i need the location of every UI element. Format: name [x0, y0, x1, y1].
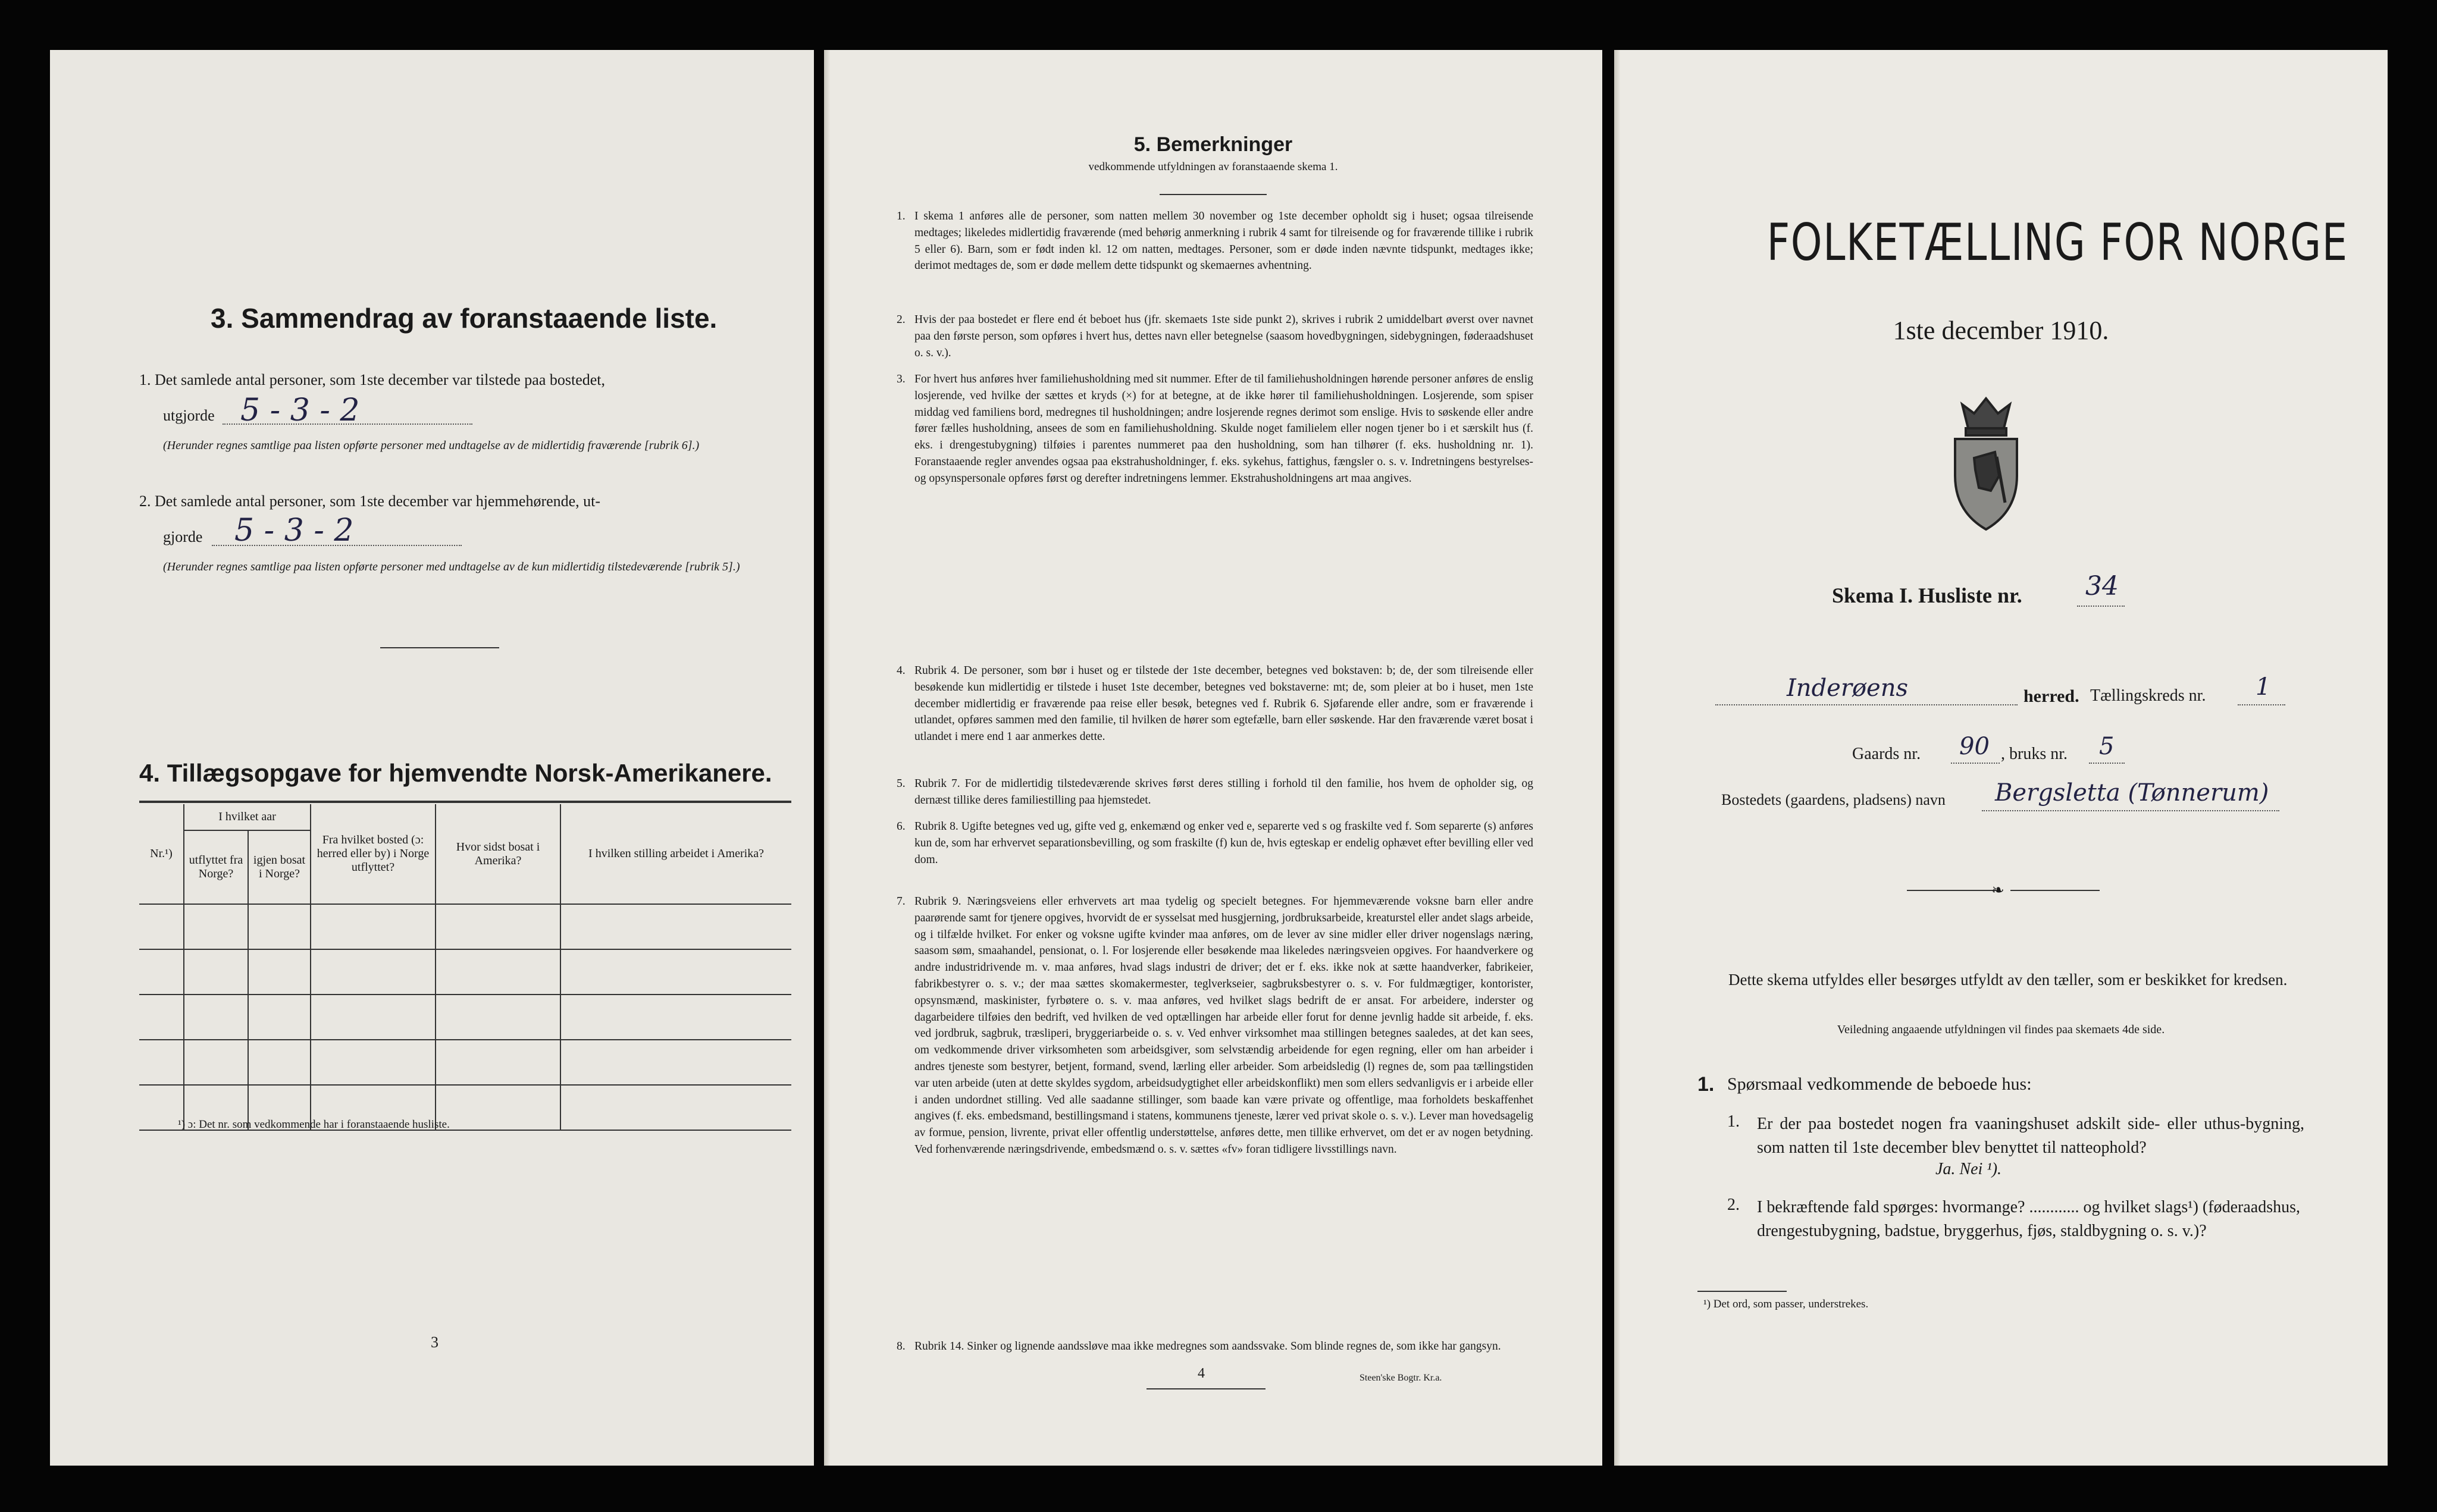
remark-6: 6. Rubrik 8. Ugifte betegnes ved ug, gifte ved g, enkemænd og enker ved e, separerte ved s og fraskilte ved f. Som separerte (s) anføres kun de, som har erhvervet separationsbevilling, og som fraskilte (f) kun de, hvis egteskap er endelig ophævet efter bevilling eller ved dom. [897, 820, 1533, 866]
table-top-rule [139, 801, 791, 803]
col-where: Hvor sidst bosat i Amerika? [436, 804, 560, 904]
remark-2: 2. Hvis der paa bostedet er flere end ét beboet hus (jfr. skemaets 1ste side punkt 2), skrives i rubrik 2 umiddelbart øverst over navnet paa den første person, som opføres i hvert hus, dettes navn eller betegnelse (saasom hovedbygningen, sidebygningen, føderaadshuset o. s. v.). [897, 313, 1533, 359]
col-group-year: I hvilket aar [184, 804, 311, 830]
bosted-value: Bergsletta (Tønnerum) [1995, 779, 2269, 807]
divider [380, 647, 499, 648]
bruks-value: 5 [2099, 733, 2115, 760]
remarks-title: 5. Bemerkninger [1133, 133, 1293, 156]
item1-note: (Herunder regnes samtlige paa listen opførte personer med undtagelse av de midlertidig fraværende [rubrik 6].) [163, 439, 700, 452]
col-returned: igjen bosat i Norge? [248, 830, 311, 904]
remark-4: 4. Rubrik 4. De personer, som bør i huset og er tilstede der 1ste december, betegnes ved bokstaven: b; de, der som tilreisende eller besøkende kun midlertidig er tilstede i huset 1ste december, betegnes ved bokstaverne: mt; de, som pleier at bo i huset, men 1ste december midlertidig er fraværende paa reise eller besøk, betegnes ved f. Rubrik 6. Sjøfarende eller andre, som er fraværende i utlandet, opføres sammen med den familie, til hvilken de hører som egtefælle, barn eller søskende. Har den fraværende været bosat i utlandet i mere end 1 aar anmerkes dette. [897, 664, 1533, 744]
q1-text: Er der paa bostedet nogen fra vaaningshuset adskilt side- eller uthus-bygning, som natten til 1ste december blev benyttet til natteophold? [1757, 1115, 2304, 1157]
q1-answer: Ja. Nei ¹). [1935, 1160, 2002, 1178]
item2-label: gjorde [163, 528, 203, 545]
right-page [1614, 50, 2388, 1466]
col-position: I hvilken stilling arbeidet i Amerika? [560, 804, 791, 904]
table-row [139, 949, 791, 995]
page-number: 3 [431, 1334, 438, 1351]
table-row [139, 904, 791, 949]
item2-value: 5 - 3 - 2 [234, 513, 354, 548]
col-nr: Nr.¹) [139, 804, 184, 904]
instruction-text: Dette skema utfyldes eller besørges utfyldt av den tæller, som er beskikket for kredsen. [1728, 971, 2288, 989]
gaards-label: Gaards nr. [1852, 745, 1921, 763]
remarks-subtitle: vedkommende utfyldningen av foranstaaende skema 1. [1088, 161, 1338, 173]
herred-value: Inderøens [1787, 675, 1909, 702]
middle-page [824, 50, 1602, 1466]
q-heading-num: 1. [1697, 1073, 1715, 1096]
section3-title: 3. Sammendrag av foranstaaende liste. [211, 303, 718, 334]
gaards-value: 90 [1959, 733, 1990, 760]
remark-5: 5. Rubrik 7. For de midlertidig tilstedeværende skrives først deres stilling i forhold til den familie, hos hvem de opholder sig, og dernæst tillike deres familiestilling paa hjemstedet. [897, 777, 1533, 807]
kreds-value: 1 [2256, 673, 2271, 701]
guidance-text: Veiledning angaaende utfyldningen vil findes paa skemaets 4de side. [1837, 1023, 2165, 1036]
left-page [50, 50, 814, 1466]
norsk-amerikanere-table [139, 804, 791, 1131]
item1-label: utgjorde [163, 407, 215, 424]
item2-text: 2. Det samlede antal personer, som 1ste december var hjemmehørende, ut- [139, 493, 601, 510]
ornament-icon: ❧ [1991, 882, 2004, 899]
printer-mark: Steen'ske Bogtr. Kr.a. [1360, 1373, 1442, 1383]
q-heading: Spørsmaal vedkommende de beboede hus: [1727, 1074, 2032, 1094]
footnote: ¹) Det ord, som passer, understrekes. [1703, 1298, 1869, 1310]
footnote: ¹) ɔ: Det nr. som vedkommende har i foranstaaende husliste. [178, 1118, 450, 1131]
q2-text: I bekræftende fald spørges: hvormange? ............ og hvilket slags¹) (føderaadshus, drengestubygning, badstue, bryggerhus, fjøs, staldbygning o. s. v.)? [1757, 1198, 2300, 1240]
page-number: 4 [1198, 1366, 1205, 1381]
remark-7: 7. Rubrik 9. Næringsveiens eller erhvervets art maa tydelig og specielt betegnes. For hjemmeværende voksne barn eller andre paarørende samt for tjenere opgives, hvorvidt de er sysselsat med husgjerning, jordbruksarbeide, kreaturstel eller andet slags arbeide, og i tilfælde hvilket. For enker og voksne ugifte kvinder maa anføres, om de lever av sine midler eller driver nogenslags næring, saasom søm, smaahandel, pensionat, o. l. For losjerende eller besøkende maa likeledes næringsveien opgives. For haandverkere og andre industridrivende m. v. maa anføres, hvad slags industri de driver; det er f. eks. ikke nok at sætte haandverker, fabrikeier, fabrikbestyrer o. s. v.; der maa sættes skomakermester, teglverkseier, sagbruksbestyrer o. s. v. For fuldmægtiger, kontorister, opsynsmænd, maskinister, fyrbøtere o. s. v. maa anføres, ved hvilket slags bedrift de er ansat. For arbeidere, inderster og dagarbeidere tilføies den bedrift, ved hvilken de ved optællingen har arbeide eller forut for denne jevnlig hadde sit arbeide, f. eks. ved jordbruk, sagbruk, træsliperi, bryggeriarbeide o. s. v. Ved enhver virksomhet maa stillingen betegnes saaledes, at det kan sees, om vedkommende driver virksomheten som arbeidsgiver, som selvstændig arbeidende for egen regning, eller om han arbeider i andres tjeneste som bestyrer, betjent, formand, svend, lærling eller arbeider. Som arbeidsledig (l) regnes de, som paa tællingstiden var uten arbeide (uten at dette skyldes sygdom, arbeidsudygtighet eller arbeidskonflikt) men som ellers sedvanligvis er i arbeide eller i anden undordnet stilling. Ved alle saadanne stillinger, som baade kan være private og offentlige, maa forholdets beskaffenhet angives (f. eks. embedsmand, bestillingsmand i statens, kommunens tjeneste, lærer ved privat skole o. s. v.). Lever man hovedsagelig av formue, pension, livrente, privat eller offentlig understøttelse, anføres dette, men tillike erhvervet, om det er av nogen betydning. Ved forhenværende næringsdrivende, embedsmænd o. s. v. sættes «fv» foran tidligere livsstillings navn. [897, 895, 1533, 1156]
remark-8: 8. Rubrik 14. Sinker og lignende aandssløve maa ikke medregnes som aandssvake. Som blinde regnes de, som ikke har gangsyn. [897, 1340, 1501, 1353]
bosted-label: Bostedets (gaardens, pladsens) navn [1721, 791, 1946, 808]
kreds-label: Tællingskreds nr. [2090, 686, 2206, 705]
coat-of-arms-icon [1944, 387, 2028, 535]
q2-num: 2. [1727, 1196, 1740, 1214]
remark-1: 1. I skema 1 anføres alle de personer, som natten mellem 30 november og 1ste december opholdt sig i huset; ogsaa tilreisende medtages; likeledes midlertidig fraværende (med behørig anmerkning i rubrik 4 samt for tilreisende og for fraværende tillike i rubrik 5 eller 6). Barn, som er født inden kl. 12 om natten, medtages. Personer, som er døde inden nævnte tidspunkt, medtages ikke; derimot medtages de, som er døde mellem dette tidspunkt og skemaernes avhentning. [897, 210, 1533, 272]
col-emigrated: utflyttet fra Norge? [184, 830, 248, 904]
item2-note: (Herunder regnes samtlige paa listen opførte personer med undtagelse av de kun midlertidig tilstedeværende [rubrik 5].) [163, 560, 740, 573]
item1-value: 5 - 3 - 2 [240, 393, 360, 428]
remark-3: 3. For hvert hus anføres hver familiehusholdning med sit nummer. Efter de til familiehusholdningen hørende personer anføres de enslig losjerende, ved hvilke der sættes et kryds (×) for at betegne, at de ikke hører til familiehusholdningen. Losjerende, som spiser middag ved familiens bord, medregnes til husholdningen; andre losjerende regnes derimot som enslige. Hvis to søskende eller andre fører fælles husholdning, ansees de som en familiehusholdning. Skulde noget familielem eller nogen tjener bo i et særskilt hus (f. eks. i drengestubygning) tilføies i parentes nummeret paa den husholdning, som han tilhører (f. eks. husholdning nr. 1). Foranstaaende regler anvendes ogsaa paa ekstrahusholdninger, f. eks. sykehus, fattighus, fængsler o. s. v. Indretningens bestyrelses- og opsynspersonale opføres først og derefter indretningens lemmer. Ekstrahusholdningens art maa angives. [897, 373, 1533, 485]
husliste-nr: 34 [2085, 571, 2119, 601]
table-row [139, 1040, 791, 1085]
section4-title: 4. Tillægsopgave for hjemvendte Norsk-Amerikanere. [139, 759, 772, 787]
census-title: FOLKETÆLLING FOR NORGE [1766, 213, 2348, 272]
q1-num: 1. [1727, 1112, 1740, 1131]
table-row [139, 995, 791, 1040]
item1-text: 1. Det samlede antal personer, som 1ste december var tilstede paa bostedet, [139, 371, 606, 388]
herred-label: herred. [2023, 686, 2079, 706]
census-date: 1ste december 1910. [1893, 316, 2109, 345]
bruks-label: , bruks nr. [2001, 745, 2068, 763]
schema-label: Skema I. Husliste nr. [1832, 584, 2022, 607]
col-from: Fra hvilket bosted (ɔ: herred eller by) i Norge utflyttet? [311, 804, 436, 904]
